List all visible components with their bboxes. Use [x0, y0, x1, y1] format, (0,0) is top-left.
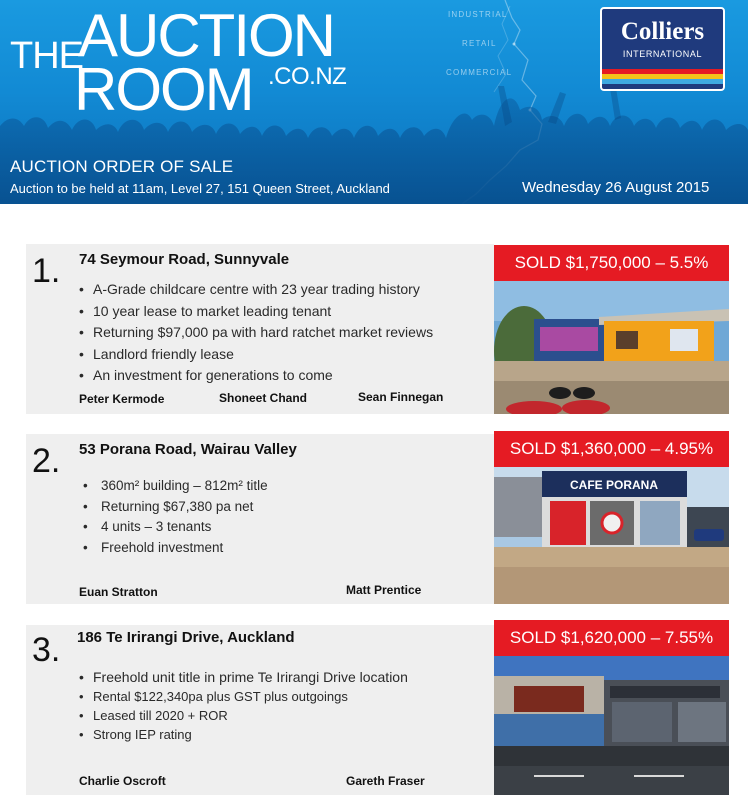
list-item: • Rental $122,340pa plus GST plus outgoings: [79, 687, 408, 706]
sold-price-badge: SOLD $1,620,000 – 7.55%: [494, 620, 729, 656]
colliers-logo: [600, 7, 725, 91]
list-item: • Freehold investment: [83, 538, 268, 559]
lot-number: 1.: [32, 252, 61, 290]
agent-name: Euan Stratton: [79, 585, 158, 599]
list-item: • Freehold unit title in prime Te Irirangi Drive location: [79, 668, 408, 687]
feature-list: [79, 279, 433, 387]
logo-auction-text: AUCTION: [78, 2, 334, 69]
agent-name: Shoneet Chand: [219, 391, 308, 405]
list-item: • Returning $97,000 pa with hard ratchet market reviews: [79, 322, 433, 344]
list-item: • 4 units – 3 tenants: [83, 517, 268, 538]
list-item: • An investment for generations to come: [79, 365, 433, 387]
map-label-industrial: INDUSTRIAL: [448, 10, 508, 19]
map-label-retail: RETAIL: [462, 39, 497, 48]
list-item: • A-Grade childcare centre with 23 year trading history: [79, 279, 433, 301]
list-item: • Strong IEP rating: [79, 725, 408, 744]
feature-list: [83, 476, 268, 558]
property-photo: [494, 281, 729, 414]
auction-location: Auction to be held at 11am, Level 27, 151 Queen Street, Auckland: [10, 181, 390, 196]
property-address: 74 Seymour Road, Sunnyvale: [79, 251, 290, 268]
property-address: 53 Porana Road, Wairau Valley: [79, 441, 297, 458]
lot-number: 2.: [32, 442, 61, 480]
list-item: • Landlord friendly lease: [79, 344, 433, 366]
agent-name: Matt Prentice: [346, 583, 422, 597]
sold-price-badge: SOLD $1,360,000 – 4.95%: [494, 431, 729, 467]
page-title: AUCTION ORDER OF SALE: [10, 157, 234, 176]
property-photo: [494, 467, 729, 604]
listing-card-1: [26, 244, 494, 414]
feature-list: [79, 668, 408, 744]
storefront-sign: CAFE PORANA: [569, 478, 659, 492]
sold-price-badge: SOLD $1,750,000 – 5.5%: [494, 245, 729, 281]
list-item: • Returning $67,380 pa net: [83, 497, 268, 518]
logo-domain-text: .CO.NZ: [268, 63, 347, 90]
logo-the-text: THE: [10, 35, 83, 77]
list-item: • Leased till 2020 + ROR: [79, 706, 408, 725]
listing-card-3: [26, 625, 494, 795]
agent-name: Gareth Fraser: [346, 774, 425, 788]
lot-number: 3.: [32, 631, 61, 669]
brand-tagline: INTERNATIONAL: [622, 49, 703, 59]
brand-stripe-blue: [602, 79, 723, 84]
logo-room-text: ROOM: [74, 56, 253, 123]
property-photo: [494, 656, 729, 795]
brand-name: Colliers: [620, 18, 705, 45]
agent-name: Peter Kermode: [79, 392, 165, 406]
auction-date: Wednesday 26 August 2015: [522, 179, 710, 196]
list-item: • 10 year lease to market leading tenant: [79, 301, 433, 323]
map-label-commercial: COMMERCIAL: [446, 68, 513, 77]
header-banner: [0, 0, 748, 204]
listing-card-2: [26, 434, 494, 604]
agent-name: Charlie Oscroft: [79, 774, 166, 788]
list-item: • 360m² building – 812m² title: [83, 476, 268, 497]
property-address: 186 Te Irirangi Drive, Auckland: [77, 629, 295, 646]
agent-name: Sean Finnegan: [358, 390, 444, 404]
